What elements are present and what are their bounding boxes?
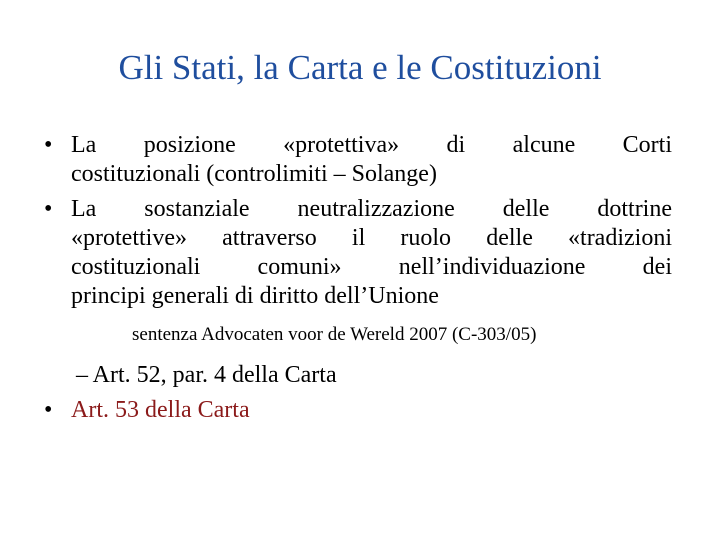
bullet-marker: •: [44, 196, 53, 222]
bullet-text-line: «protettive» attraverso il ruolo delle «tradizioni: [71, 225, 672, 251]
bullet-text-line: principi generali di diritto dell’Unione: [71, 283, 439, 309]
bullet-item-highlighted: [44, 396, 672, 425]
slide-title: Gli Stati, la Carta e le Costituzioni: [118, 48, 602, 87]
case-reference-note: sentenza Advocaten voor de Wereld 2007 (C-303/05): [132, 324, 537, 345]
bullet-text-line: costituzionali comuni» nell’individuazione dei: [71, 254, 672, 280]
sub-item: – Art. 52, par. 4 della Carta: [76, 362, 337, 388]
bullet-text-line: costituzionali (controlimiti – Solange): [71, 161, 437, 187]
bullet-text-highlighted: Art. 53 della Carta: [71, 397, 250, 423]
bullet-marker: •: [44, 397, 53, 423]
bullet-marker: •: [44, 132, 53, 158]
bullet-text-line: La posizione «protettiva» di alcune Corti: [71, 132, 672, 158]
bullet-item: [44, 131, 672, 189]
bullet-item: [44, 195, 672, 311]
bullet-text-line: La sostanziale neutralizzazione delle dottrine: [71, 196, 672, 222]
slide-content: [44, 131, 672, 425]
